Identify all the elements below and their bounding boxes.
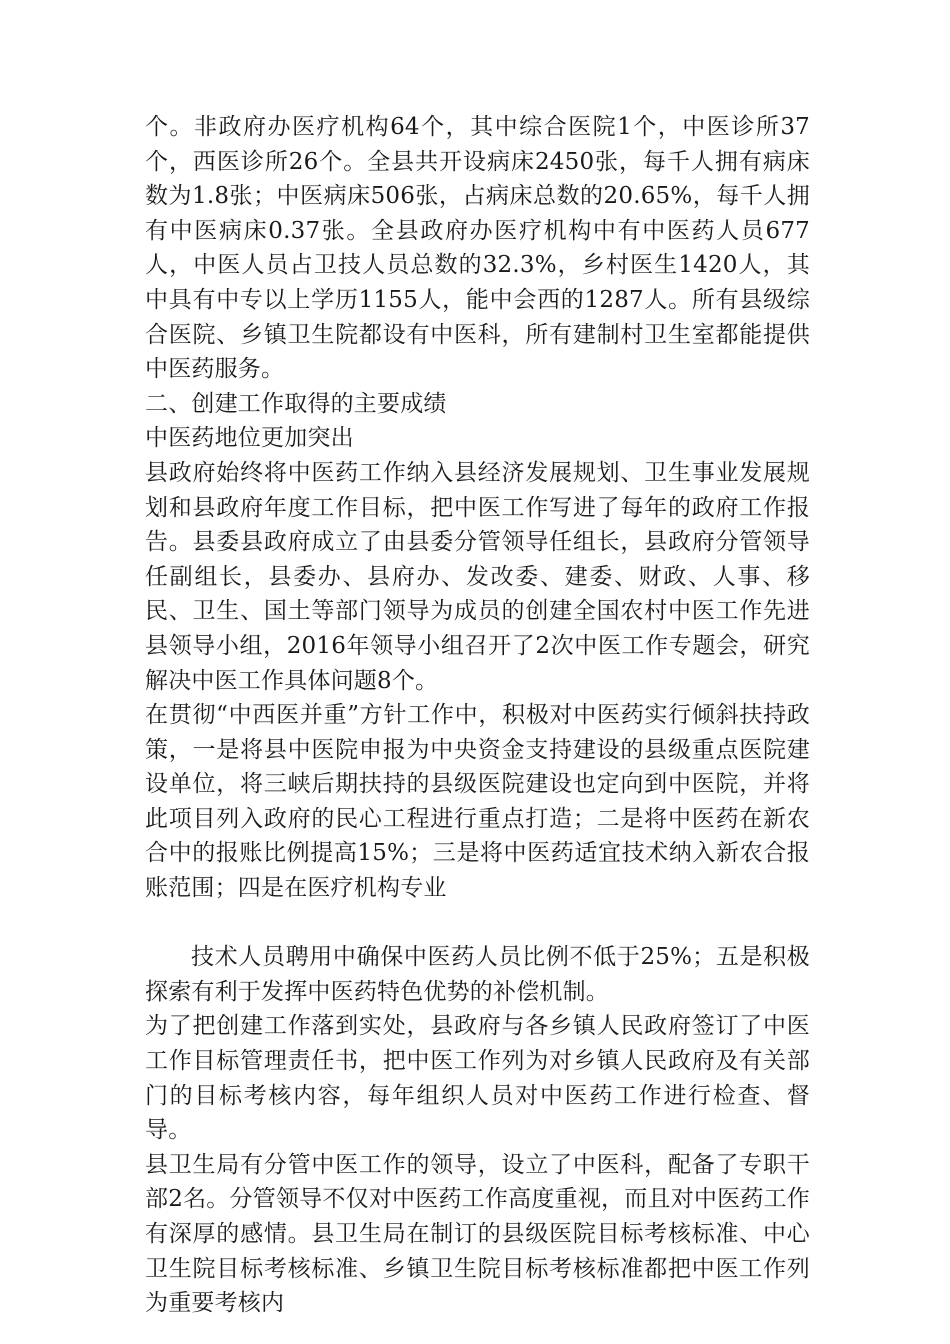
document-body xyxy=(145,110,810,1321)
body-paragraph: 为了把创建工作落到实处，县政府与各乡镇人民政府签订了中医工作目标管理责任书，把中医工作列为对乡镇人民政府及有关部门的目标考核内容，每年组织人员对中医药工作进行检查、督导。 xyxy=(145,1013,810,1144)
body-paragraph: 在贯彻“中西医并重”方针工作中，积极对中医药实行倾斜扶持政策，一是将县中医院申报为中央资金支持建设的县级重点医院建设单位，将三峡后期扶持的县级医院建设也定向到中医院，并将此项目列入政府的民心工程进行重点打造；二是将中医药在新农合中的报账比例提高15%；三是将中医药适宜技术纳入新农合报账范围；四是在医疗机构专业 xyxy=(145,702,810,902)
body-paragraph: 县政府始终将中医药工作纳入县经济发展规划、卫生事业发展规划和县政府年度工作目标，把中医工作写进了每年的政府工作报告。县委县政府成立了由县委分管领导任组长，县政府分管领导任副组长，县委办、县府办、发改委、建委、财政、人事、移民、卫生、国土等部门领导为成员的创建全国农村中医工作先进县领导小组，2016年领导小组召开了2次中医工作专题会，研究解决中医工作具体问题8个。 xyxy=(145,459,810,694)
section-heading: 二、创建工作取得的主要成绩 xyxy=(145,390,447,417)
body-paragraph: 技术人员聘用中确保中医药人员比例不低于25%；五是积极探索有利于发挥中医药特色优势的补偿机制。 xyxy=(145,944,810,1005)
body-paragraph: 县卫生局有分管中医工作的领导，设立了中医科，配备了专职干部2名。分管领导不仅对中医药工作高度重视，而且对中医药工作有深厚的感情。县卫生局在制订的县级医院目标考核标准、中心卫生院目标考核标准、乡镇卫生院目标考核标准都把中医工作列为重要考核内 xyxy=(145,1151,810,1317)
body-paragraph: 个。非政府办医疗机构64个，其中综合医院1个，中医诊所37个，西医诊所26个。全县共开设病床2450张，每千人拥有病床数为1.8张；中医病床506张，占病床总数的20.65%，每千人拥有中医病床0.37张。全县政府办医疗机构中有中医药人员677人，中医人员占卫技人员总数的32.3%，乡村医生1420人，其中具有中专以上学历1155人，能中会西的1287人。所有县级综合医院、乡镇卫生院都设有中医科，所有建制村卫生室都能提供中医药服务。 xyxy=(145,114,810,383)
subsection-heading: 中医药地位更加突出 xyxy=(145,425,354,452)
